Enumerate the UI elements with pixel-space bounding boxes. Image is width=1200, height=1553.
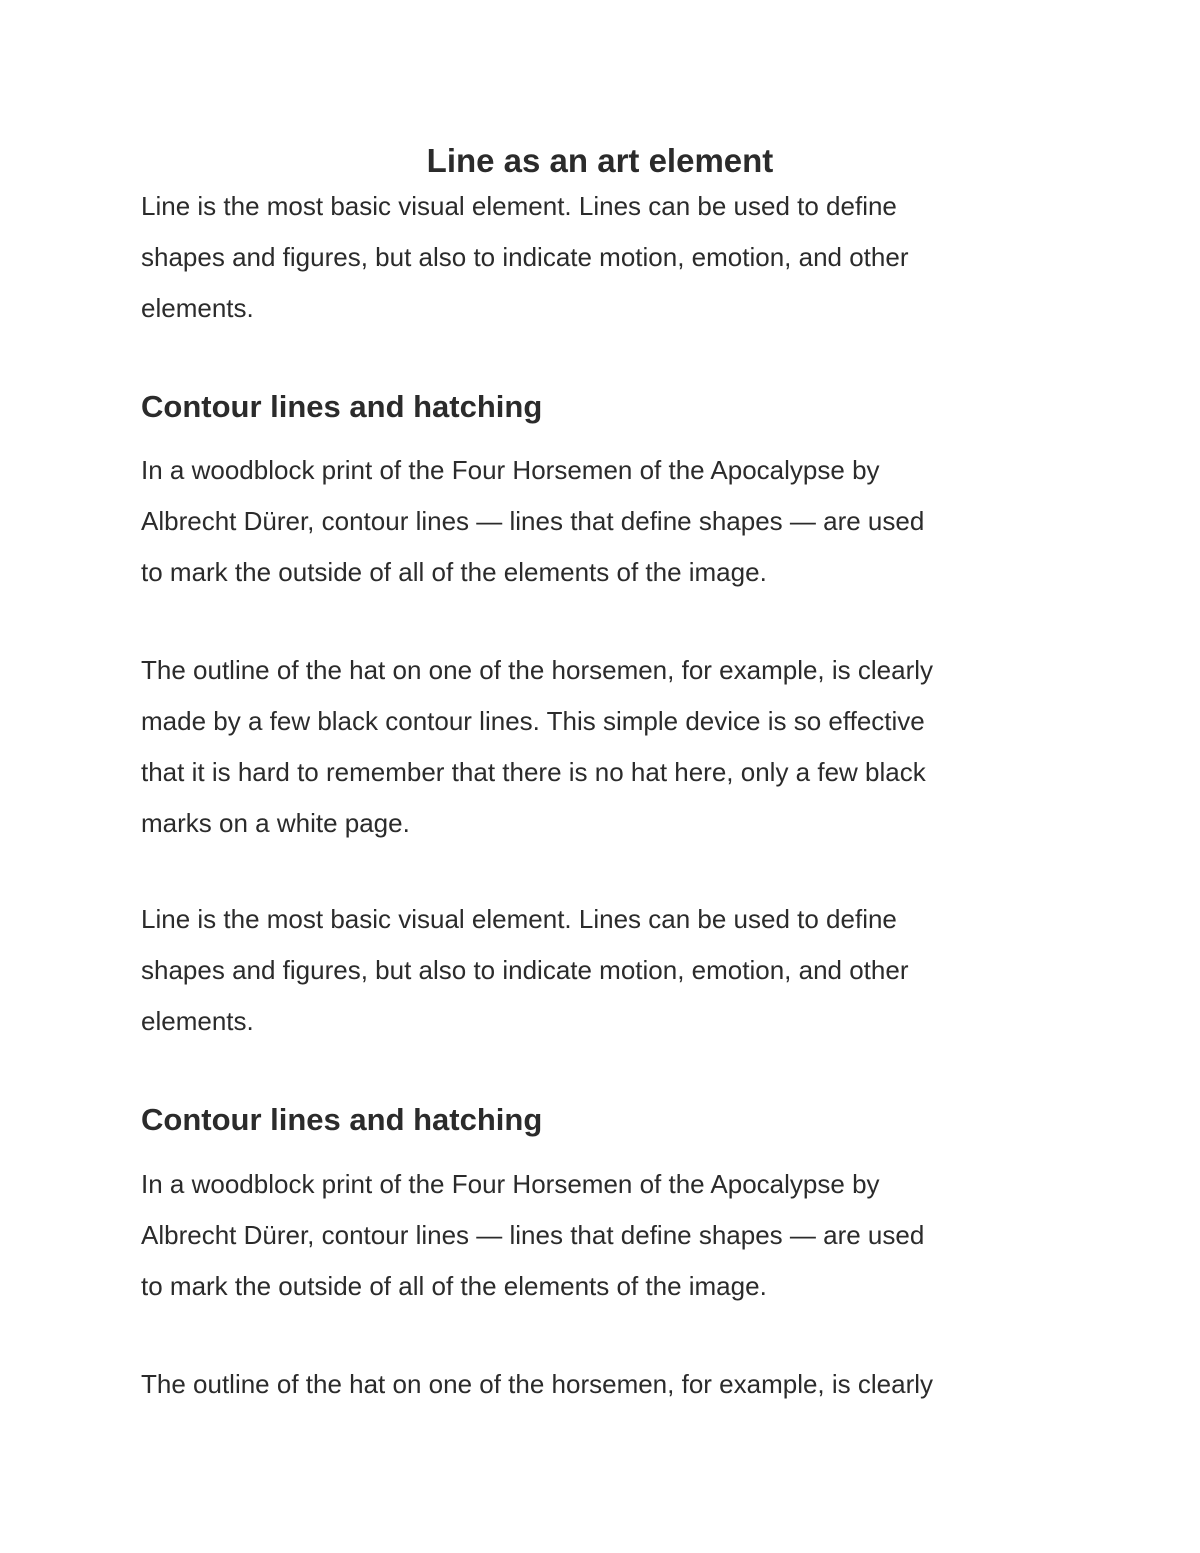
paragraph-line: that it is hard to remember that there is no hat here, only a few black	[141, 757, 926, 787]
paragraph-line: marks on a white page.	[141, 808, 410, 838]
paragraph-line: Albrecht Dürer, contour lines — lines that define shapes — are used	[141, 506, 925, 536]
paragraph-line: Albrecht Dürer, contour lines — lines that define shapes — are used	[141, 1220, 925, 1250]
paragraph-line: Line is the most basic visual element. Lines can be used to define	[141, 191, 897, 221]
paragraph-line: The outline of the hat on one of the horsemen, for example, is clearly	[141, 655, 934, 685]
paragraph-line: shapes and figures, but also to indicate motion, emotion, and other	[141, 955, 909, 985]
paragraph-woodblock-repeat	[141, 1159, 1061, 1312]
paragraph-hat-outline	[141, 645, 1061, 849]
paragraph-line: The outline of the hat on one of the horsemen, for example, is clearly	[141, 1369, 934, 1399]
paragraph-line: In a woodblock print of the Four Horsemen of the Apocalypse by	[141, 1169, 880, 1199]
paragraph-line: made by a few black contour lines. This simple device is so effective	[141, 706, 925, 736]
paragraph-hat-outline-repeat	[141, 1359, 1061, 1410]
section-heading: Contour lines and hatching	[141, 1102, 543, 1137]
section-heading: Contour lines and hatching	[141, 389, 543, 424]
paragraph-line: elements.	[141, 1006, 254, 1036]
paragraph-intro-repeat	[141, 894, 1061, 1047]
paragraph-woodblock	[141, 445, 1061, 598]
paragraph-line: to mark the outside of all of the elements of the image.	[141, 1271, 767, 1301]
paragraph-line: Line is the most basic visual element. Lines can be used to define	[141, 904, 897, 934]
paragraph-line: to mark the outside of all of the elements of the image.	[141, 557, 767, 587]
paragraph-line: shapes and figures, but also to indicate motion, emotion, and other	[141, 242, 909, 272]
paragraph-intro	[141, 181, 1061, 334]
paragraph-line: In a woodblock print of the Four Horsemen of the Apocalypse by	[141, 455, 880, 485]
document-title: Line as an art element	[426, 142, 774, 179]
paragraph-line: elements.	[141, 293, 254, 323]
